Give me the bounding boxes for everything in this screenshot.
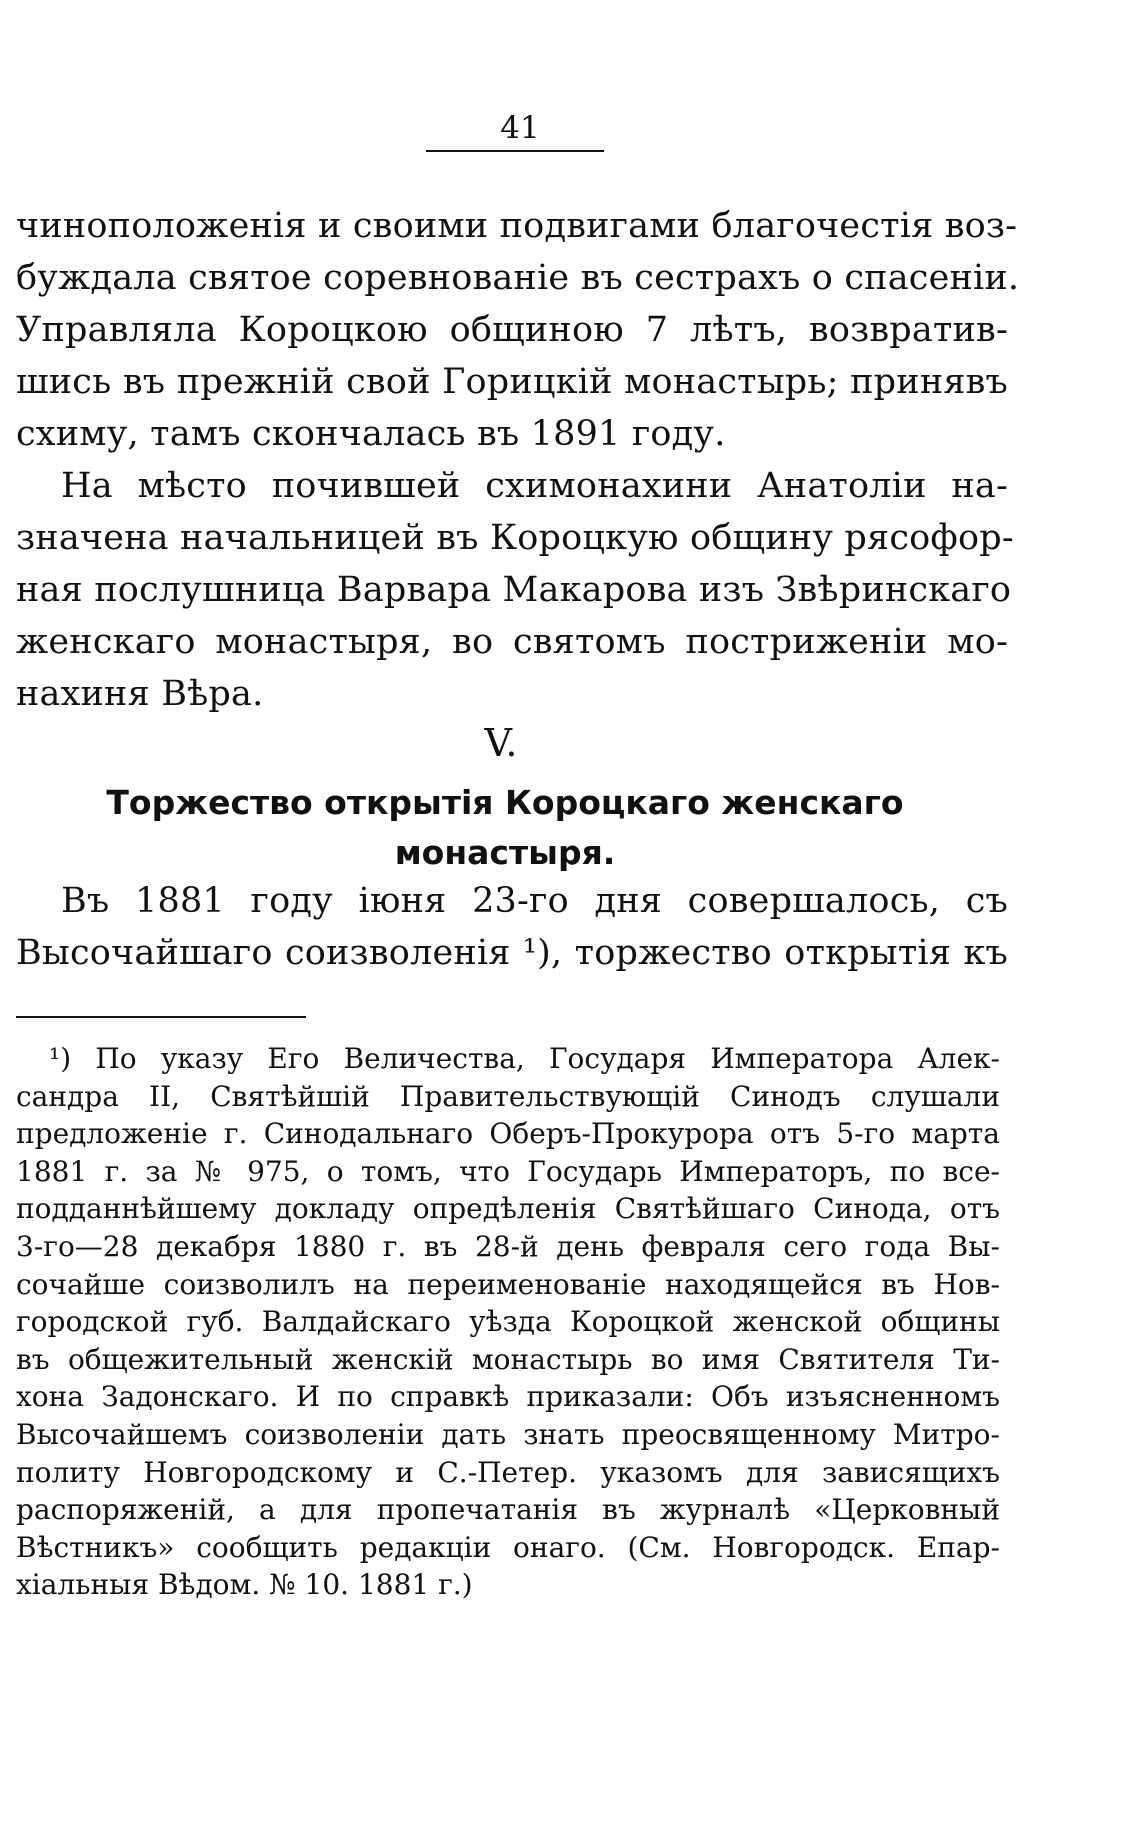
section-title-line: Торжество открытія Короцкаго женскаго [106,783,904,822]
footnote-line: 3-го—28 декабря 1880 г. въ 28-й день февраля сего года Вы- [16,1229,1000,1263]
footnote-line: сандра II, Святѣйшій Правительствующій Синодъ слушали [16,1079,1000,1113]
footnote-line: городской губ. Валдайскаго уѣзда Короцкой женской общины [16,1305,1000,1339]
footnote-line: 1881 г. за № 975, о томъ, что Государь Императоръ, по все- [16,1154,1000,1188]
section-number: V. [484,721,518,765]
section-title [40,778,970,878]
footnote-line: подданнѣйшему докладу опредѣленія Святѣйшаго Синода, отъ [16,1192,1000,1226]
header-rule [426,150,604,152]
footnote-line: Высочайшемъ соизволеніи дать знать преосвященному Митро- [16,1417,1000,1451]
text-line: схиму, тамъ скончалась въ 1891 году. [16,414,726,454]
body-text-before-section [16,200,1020,720]
footnote-line: предложеніе г. Синодальнаго Оберъ-Прокурора отъ 5-го марта [16,1117,1000,1151]
body-text-after-section [16,875,1008,979]
page-number: 41 [500,110,540,146]
text-line: значена начальницей въ Короцкую общину рясофор- [16,518,1014,558]
footnote-line: ¹) По указу Его Величества, Государя Императора Алек- [49,1042,1000,1075]
text-line: Управляла Короцкою общиною 7 лѣтъ, возвратив- [16,310,1008,350]
footnote-line: политу Новгородскому и С.-Петер. указомъ для зависящихъ [16,1455,1000,1489]
text-line: чиноположенія и своими подвигами благочестія воз- [16,206,1018,246]
footnote-line: сочайше соизволилъ на переименованіе находящейся въ Нов- [16,1267,1000,1301]
footnote-line: распоряженій, а для пропечатанія въ журналѣ «Церковный [16,1493,1000,1527]
text-line: Высочайшаго соизволенія ¹), торжество открытія къ [16,933,1008,973]
footnote-line: въ общежительный женскій монастырь во имя Святителя Ти- [16,1342,1000,1376]
footnote-line: хона Задонскаго. И по справкѣ приказали: Объ изъясненномъ [16,1380,1000,1414]
text-line: Въ 1881 году іюня 23-го дня совершалось, съ [61,881,1008,921]
section-title-line: монастыря. [394,833,616,872]
text-line: нахиня Вѣра. [16,674,264,714]
text-line: шись въ прежній свой Горицкій монастырь; принявъ [16,362,1008,402]
text-line: ная послушница Варвара Макарова изъ Звѣринскаго [16,570,1012,610]
footnote-rule [16,1016,306,1018]
text-line: На мѣсто почившей схимонахини Анатоліи на- [61,466,1008,506]
footnote-line: хіальныя Вѣдом. № 10. 1881 г.) [16,1568,473,1602]
footnote-line: Вѣстникъ» сообщить редакціи онаго. (См. Новгородск. Епар- [16,1530,1000,1564]
text-line: буждала святое соревнованіе въ сестрахъ о спасеніи. [16,258,1020,298]
footnote [16,1040,1000,1604]
text-line: женскаго монастыря, во святомъ постриженіи мо- [16,622,1008,662]
